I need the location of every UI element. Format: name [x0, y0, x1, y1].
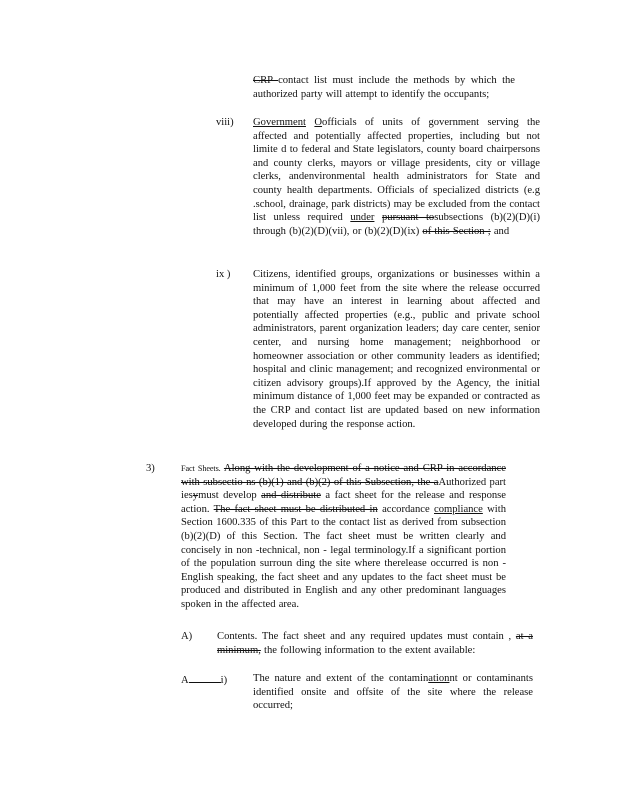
inserted-text: ation	[428, 673, 450, 684]
inserted-text: compliance	[434, 503, 483, 515]
deleted-text: The fact sheet must be distributed in	[213, 503, 378, 515]
contact-list-continuation	[253, 74, 515, 101]
deleted-text: Along with the development of a notice and CRP in accordance with subsectio ns (b)(1) and (b)(2) of this Subsection, the a	[181, 463, 506, 488]
paragraph-text: the following information to the extent available:	[264, 644, 476, 656]
label-suffix: i)	[220, 675, 228, 686]
section-label-3: 3)	[146, 463, 155, 474]
paragraph-text: a fact sheet for the release and response action.	[181, 490, 507, 515]
label-underline	[189, 672, 221, 683]
inserted-text: Government	[253, 117, 306, 128]
paragraph-text: officials of units of government serving the affected and potentially affected properties, including but not limite d to federal and State legislators, county board chairpersons and county clerks, mayors or village presidents, city or village clerks, andenvironmental health administrators for State and county health departments. Officials of specialized districts (e.g .school, drainage, park districts) may be excluded from the contact list unless required	[253, 117, 541, 224]
section-heading: Fact Sheets.	[181, 464, 221, 473]
paragraph-text: Contents. The fact sheet and any required updates must contain ,	[217, 631, 512, 642]
paragraph-text: with Section 1600.335 of this Part to the contact list as derived from subsection (b)(2)(D) of this Section. The fact sheet must be written clearly and concisely in non -technical, non - legal terminology.If a significant portion of the population surroun ding the site where therelease occurred is non - English speaking, the fact sheet and any updates to the fact sheet must be produced and distributed in English and any other predominant languages spoken in the affected area.	[181, 503, 506, 610]
item-viii-text	[253, 116, 540, 238]
paragraph-text: Authorized part ies	[181, 476, 506, 502]
deleted-text: at a minimum,	[217, 631, 533, 656]
paragraph-text: The nature and extent of the contamin	[253, 673, 429, 684]
paragraph-text: nt or contaminants identified onsite and offsite of the site where the release occurred;	[253, 673, 533, 712]
item-i-text	[253, 672, 533, 713]
paragraph-text: accordance	[382, 503, 430, 515]
paragraph-text: contact list must include the methods by which the authorized party will attempt to identify the occupants;	[253, 75, 516, 100]
deleted-text: pursuant to	[381, 212, 435, 224]
subsection-label-A: A)	[181, 631, 193, 642]
deleted-text: y	[192, 490, 199, 502]
deleted-text: CRP	[253, 75, 279, 86]
item-label-viii: viii)	[216, 117, 234, 128]
paragraph-text: subsections (b)(2)(D)(i) through (b)(2)(D)(vii), or (b)(2)(D)(ix)	[253, 212, 540, 237]
item-label-ix: ix )	[216, 269, 231, 280]
fact-sheets-paragraph	[181, 462, 506, 612]
paragraph-text: must develop	[198, 490, 257, 502]
item-label-A-i	[181, 672, 227, 688]
deleted-text: of this Section ;	[422, 225, 491, 237]
label-prefix: A	[181, 675, 189, 686]
paragraph-text: and	[493, 225, 510, 237]
inserted-text: O	[314, 117, 323, 128]
deleted-text: and distribute	[261, 490, 321, 502]
inserted-text: under	[350, 212, 375, 224]
item-ix-text: Citizens, identified groups, organizations or businesses within a minimum of 1,000 feet from the site where the release occurred that may have an interest in learning about affected and potentially affected properties (e.g., public and private school administrators, parent organization leaders; day care center, senior center, and nursing home management; neighborhood or homeowner association or other community leaders as identified; hospital and clinic management; and recognized environmental or citizen advisory groups).If approved by the Agency, the initial minimum distance of 1,000 feet may be expanded or contracted as the CRP and contact list are updated based on new information developed during the response action.	[253, 269, 540, 430]
contents-paragraph	[217, 630, 533, 657]
